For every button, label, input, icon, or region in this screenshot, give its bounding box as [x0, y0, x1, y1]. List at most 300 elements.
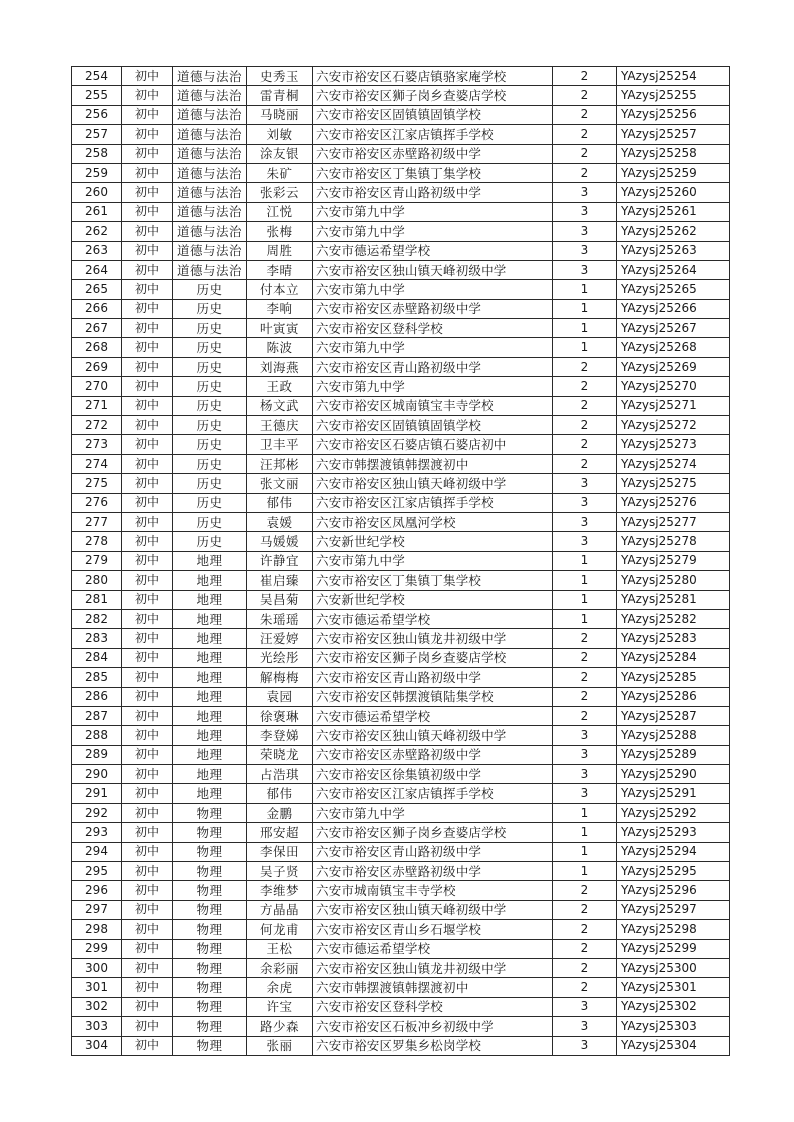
grade-level-cell: 初中: [122, 319, 173, 338]
subject-cell: 历史: [173, 454, 247, 473]
school-cell: 六安市裕安区赤壁路初级中学: [313, 862, 553, 881]
teacher-name-cell: 朱瑶瑶: [247, 609, 313, 628]
award-grade-cell: 1: [553, 280, 617, 299]
school-cell: 六安市裕安区江家店镇挥手学校: [313, 784, 553, 803]
grade-level-cell: 初中: [122, 609, 173, 628]
table-row: [72, 803, 730, 822]
grade-level-cell: 初中: [122, 551, 173, 570]
award-grade-cell: 3: [553, 726, 617, 745]
grade-level-cell: 初中: [122, 958, 173, 977]
table-row: [72, 939, 730, 958]
grade-level-cell: 初中: [122, 86, 173, 105]
subject-cell: 道德与法治: [173, 144, 247, 163]
certificate-code-cell: YAzysj25291: [617, 784, 730, 803]
grade-level-cell: 初中: [122, 396, 173, 415]
award-grade-cell: 3: [553, 260, 617, 279]
subject-cell: 地理: [173, 668, 247, 687]
table-row: [72, 396, 730, 415]
teacher-name-cell: 吴昌菊: [247, 590, 313, 609]
row-number: 282: [72, 609, 122, 628]
row-number: 267: [72, 319, 122, 338]
subject-cell: 历史: [173, 435, 247, 454]
row-number: 258: [72, 144, 122, 163]
teacher-name-cell: 李登娣: [247, 726, 313, 745]
teacher-name-cell: 徐褒琳: [247, 706, 313, 725]
award-grade-cell: 3: [553, 202, 617, 221]
row-number: 301: [72, 978, 122, 997]
row-number: 283: [72, 629, 122, 648]
row-number: 257: [72, 125, 122, 144]
teacher-name-cell: 张彩云: [247, 183, 313, 202]
grade-level-cell: 初中: [122, 260, 173, 279]
award-grade-cell: 2: [553, 920, 617, 939]
teacher-name-cell: 张文丽: [247, 474, 313, 493]
row-number: 287: [72, 706, 122, 725]
row-number: 280: [72, 571, 122, 590]
teacher-name-cell: 王政: [247, 377, 313, 396]
table-row: [72, 648, 730, 667]
subject-cell: 地理: [173, 590, 247, 609]
table-row: [72, 765, 730, 784]
subject-cell: 地理: [173, 551, 247, 570]
school-cell: 六安市韩摆渡镇韩摆渡初中: [313, 454, 553, 473]
certificate-code-cell: YAzysj25282: [617, 609, 730, 628]
grade-level-cell: 初中: [122, 881, 173, 900]
school-cell: 六安市裕安区石婆店镇石婆店初中: [313, 435, 553, 454]
teacher-name-cell: 马晓丽: [247, 105, 313, 124]
grade-level-cell: 初中: [122, 571, 173, 590]
teacher-name-cell: 雷青桐: [247, 86, 313, 105]
grade-level-cell: 初中: [122, 125, 173, 144]
school-cell: 六安新世纪学校: [313, 532, 553, 551]
teacher-name-cell: 郁伟: [247, 493, 313, 512]
school-cell: 六安市裕安区独山镇天峰初级中学: [313, 260, 553, 279]
award-grade-cell: 2: [553, 881, 617, 900]
certificate-code-cell: YAzysj25288: [617, 726, 730, 745]
row-number: 264: [72, 260, 122, 279]
award-grade-cell: 2: [553, 706, 617, 725]
row-number: 254: [72, 67, 122, 86]
certificate-code-cell: YAzysj25283: [617, 629, 730, 648]
award-grade-cell: 2: [553, 687, 617, 706]
certificate-code-cell: YAzysj25302: [617, 997, 730, 1016]
school-cell: 六安市裕安区罗集乡松岗学校: [313, 1036, 553, 1055]
grade-level-cell: 初中: [122, 1017, 173, 1036]
school-cell: 六安市裕安区丁集镇丁集学校: [313, 163, 553, 182]
grade-level-cell: 初中: [122, 920, 173, 939]
grade-level-cell: 初中: [122, 784, 173, 803]
school-cell: 六安市裕安区青山路初级中学: [313, 668, 553, 687]
subject-cell: 历史: [173, 280, 247, 299]
teacher-name-cell: 何龙甫: [247, 920, 313, 939]
school-cell: 六安新世纪学校: [313, 590, 553, 609]
row-number: 259: [72, 163, 122, 182]
certificate-code-cell: YAzysj25281: [617, 590, 730, 609]
subject-cell: 物理: [173, 939, 247, 958]
certificate-code-cell: YAzysj25278: [617, 532, 730, 551]
subject-cell: 地理: [173, 745, 247, 764]
subject-cell: 地理: [173, 765, 247, 784]
row-number: 294: [72, 842, 122, 861]
table-row: [72, 493, 730, 512]
school-cell: 六安市裕安区青山路初级中学: [313, 183, 553, 202]
certificate-code-cell: YAzysj25290: [617, 765, 730, 784]
subject-cell: 物理: [173, 881, 247, 900]
grade-level-cell: 初中: [122, 299, 173, 318]
teacher-name-cell: 光绘彤: [247, 648, 313, 667]
row-number: 266: [72, 299, 122, 318]
subject-cell: 地理: [173, 571, 247, 590]
award-grade-cell: 1: [553, 299, 617, 318]
school-cell: 六安市裕安区固镇镇固镇学校: [313, 105, 553, 124]
award-grade-cell: 2: [553, 86, 617, 105]
subject-cell: 历史: [173, 319, 247, 338]
school-cell: 六安市裕安区青山路初级中学: [313, 842, 553, 861]
school-cell: 六安市裕安区江家店镇挥手学校: [313, 125, 553, 144]
subject-cell: 道德与法治: [173, 163, 247, 182]
award-grade-cell: 2: [553, 435, 617, 454]
subject-cell: 物理: [173, 862, 247, 881]
row-number: 269: [72, 357, 122, 376]
teacher-name-cell: 余彩丽: [247, 958, 313, 977]
award-grade-cell: 3: [553, 532, 617, 551]
table-row: [72, 280, 730, 299]
school-cell: 六安市裕安区狮子岗乡查婆店学校: [313, 648, 553, 667]
grade-level-cell: 初中: [122, 416, 173, 435]
subject-cell: 历史: [173, 357, 247, 376]
subject-cell: 物理: [173, 842, 247, 861]
subject-cell: 地理: [173, 706, 247, 725]
subject-cell: 物理: [173, 958, 247, 977]
certificate-code-cell: YAzysj25271: [617, 396, 730, 415]
table-row: [72, 745, 730, 764]
subject-cell: 物理: [173, 823, 247, 842]
row-number: 273: [72, 435, 122, 454]
subject-cell: 道德与法治: [173, 86, 247, 105]
school-cell: 六安市德运希望学校: [313, 609, 553, 628]
table-row: [72, 183, 730, 202]
row-number: 274: [72, 454, 122, 473]
school-cell: 六安市裕安区丁集镇丁集学校: [313, 571, 553, 590]
certificate-code-cell: YAzysj25256: [617, 105, 730, 124]
school-cell: 六安市裕安区狮子岗乡查婆店学校: [313, 823, 553, 842]
grade-level-cell: 初中: [122, 823, 173, 842]
school-cell: 六安市裕安区独山镇龙井初级中学: [313, 958, 553, 977]
table-row: [72, 474, 730, 493]
row-number: 291: [72, 784, 122, 803]
table-body: [72, 67, 730, 1056]
grade-level-cell: 初中: [122, 687, 173, 706]
grade-level-cell: 初中: [122, 939, 173, 958]
grade-level-cell: 初中: [122, 706, 173, 725]
row-number: 304: [72, 1036, 122, 1055]
certificate-code-cell: YAzysj25304: [617, 1036, 730, 1055]
certificate-code-cell: YAzysj25264: [617, 260, 730, 279]
teacher-name-cell: 朱矿: [247, 163, 313, 182]
certificate-code-cell: YAzysj25257: [617, 125, 730, 144]
school-cell: 六安市德运希望学校: [313, 939, 553, 958]
subject-cell: 地理: [173, 687, 247, 706]
teacher-name-cell: 李保田: [247, 842, 313, 861]
row-number: 271: [72, 396, 122, 415]
school-cell: 六安市第九中学: [313, 202, 553, 221]
subject-cell: 物理: [173, 920, 247, 939]
teacher-name-cell: 付本立: [247, 280, 313, 299]
table-row: [72, 881, 730, 900]
award-grade-cell: 1: [553, 862, 617, 881]
table-row: [72, 222, 730, 241]
school-cell: 六安市裕安区石板冲乡初级中学: [313, 1017, 553, 1036]
certificate-code-cell: YAzysj25266: [617, 299, 730, 318]
teacher-name-cell: 方晶晶: [247, 900, 313, 919]
certificate-code-cell: YAzysj25286: [617, 687, 730, 706]
row-number: 292: [72, 803, 122, 822]
school-cell: 六安市第九中学: [313, 280, 553, 299]
school-cell: 六安市裕安区青山乡石堰学校: [313, 920, 553, 939]
certificate-code-cell: YAzysj25284: [617, 648, 730, 667]
row-number: 290: [72, 765, 122, 784]
certificate-code-cell: YAzysj25297: [617, 900, 730, 919]
teacher-name-cell: 王松: [247, 939, 313, 958]
school-cell: 六安市裕安区登科学校: [313, 997, 553, 1016]
row-number: 279: [72, 551, 122, 570]
grade-level-cell: 初中: [122, 338, 173, 357]
grade-level-cell: 初中: [122, 842, 173, 861]
certificate-code-cell: YAzysj25260: [617, 183, 730, 202]
grade-level-cell: 初中: [122, 435, 173, 454]
subject-cell: 历史: [173, 474, 247, 493]
certificate-code-cell: YAzysj25263: [617, 241, 730, 260]
award-grade-cell: 2: [553, 357, 617, 376]
teacher-name-cell: 袁园: [247, 687, 313, 706]
school-cell: 六安市第九中学: [313, 803, 553, 822]
subject-cell: 道德与法治: [173, 105, 247, 124]
row-number: 270: [72, 377, 122, 396]
table-row: [72, 435, 730, 454]
subject-cell: 历史: [173, 377, 247, 396]
grade-level-cell: 初中: [122, 280, 173, 299]
table-row: [72, 920, 730, 939]
award-grade-cell: 1: [553, 571, 617, 590]
subject-cell: 道德与法治: [173, 125, 247, 144]
award-grade-cell: 2: [553, 416, 617, 435]
row-number: 297: [72, 900, 122, 919]
teacher-name-cell: 王德庆: [247, 416, 313, 435]
row-number: 268: [72, 338, 122, 357]
award-grade-cell: 1: [553, 338, 617, 357]
certificate-code-cell: YAzysj25269: [617, 357, 730, 376]
grade-level-cell: 初中: [122, 67, 173, 86]
grade-level-cell: 初中: [122, 745, 173, 764]
table-row: [72, 629, 730, 648]
teacher-name-cell: 杨文武: [247, 396, 313, 415]
row-number: 284: [72, 648, 122, 667]
certificate-code-cell: YAzysj25300: [617, 958, 730, 977]
teacher-name-cell: 李晴: [247, 260, 313, 279]
teacher-name-cell: 解梅梅: [247, 668, 313, 687]
row-number: 295: [72, 862, 122, 881]
certificate-code-cell: YAzysj25273: [617, 435, 730, 454]
table-row: [72, 1036, 730, 1055]
grade-level-cell: 初中: [122, 183, 173, 202]
certificate-code-cell: YAzysj25303: [617, 1017, 730, 1036]
grade-level-cell: 初中: [122, 765, 173, 784]
certificate-code-cell: YAzysj25292: [617, 803, 730, 822]
subject-cell: 道德与法治: [173, 222, 247, 241]
subject-cell: 地理: [173, 648, 247, 667]
grade-level-cell: 初中: [122, 454, 173, 473]
subject-cell: 历史: [173, 532, 247, 551]
award-grade-cell: 2: [553, 978, 617, 997]
table-row: [72, 958, 730, 977]
award-grade-cell: 2: [553, 648, 617, 667]
teacher-name-cell: 陈波: [247, 338, 313, 357]
school-cell: 六安市裕安区石婆店镇骆家庵学校: [313, 67, 553, 86]
subject-cell: 历史: [173, 299, 247, 318]
school-cell: 六安市裕安区凤凰河学校: [313, 512, 553, 531]
subject-cell: 历史: [173, 396, 247, 415]
school-cell: 六安市德运希望学校: [313, 241, 553, 260]
grade-level-cell: 初中: [122, 377, 173, 396]
teacher-name-cell: 荣晓龙: [247, 745, 313, 764]
row-number: 260: [72, 183, 122, 202]
certificate-code-cell: YAzysj25261: [617, 202, 730, 221]
grade-level-cell: 初中: [122, 241, 173, 260]
table-row: [72, 319, 730, 338]
subject-cell: 物理: [173, 803, 247, 822]
subject-cell: 道德与法治: [173, 183, 247, 202]
certificate-code-cell: YAzysj25262: [617, 222, 730, 241]
row-number: 263: [72, 241, 122, 260]
certificate-code-cell: YAzysj25287: [617, 706, 730, 725]
grade-level-cell: 初中: [122, 1036, 173, 1055]
certificate-code-cell: YAzysj25265: [617, 280, 730, 299]
row-number: 256: [72, 105, 122, 124]
school-cell: 六安市裕安区江家店镇挥手学校: [313, 493, 553, 512]
grade-level-cell: 初中: [122, 803, 173, 822]
row-number: 277: [72, 512, 122, 531]
subject-cell: 历史: [173, 493, 247, 512]
row-number: 303: [72, 1017, 122, 1036]
subject-cell: 地理: [173, 726, 247, 745]
teacher-name-cell: 张梅: [247, 222, 313, 241]
subject-cell: 历史: [173, 416, 247, 435]
row-number: 261: [72, 202, 122, 221]
school-cell: 六安市裕安区徐集镇初级中学: [313, 765, 553, 784]
award-grade-cell: 2: [553, 900, 617, 919]
subject-cell: 物理: [173, 1036, 247, 1055]
award-grade-cell: 1: [553, 319, 617, 338]
award-grade-cell: 2: [553, 939, 617, 958]
award-grade-cell: 2: [553, 105, 617, 124]
grade-level-cell: 初中: [122, 512, 173, 531]
award-grade-cell: 2: [553, 668, 617, 687]
table-row: [72, 105, 730, 124]
certificate-code-cell: YAzysj25277: [617, 512, 730, 531]
teacher-name-cell: 崔启臻: [247, 571, 313, 590]
grade-level-cell: 初中: [122, 202, 173, 221]
teacher-name-cell: 卫丰平: [247, 435, 313, 454]
grade-level-cell: 初中: [122, 144, 173, 163]
row-number: 298: [72, 920, 122, 939]
teacher-name-cell: 张丽: [247, 1036, 313, 1055]
table-row: [72, 997, 730, 1016]
row-number: 288: [72, 726, 122, 745]
table-row: [72, 609, 730, 628]
school-cell: 六安市德运希望学校: [313, 706, 553, 725]
certificate-code-cell: YAzysj25254: [617, 67, 730, 86]
award-grade-cell: 3: [553, 474, 617, 493]
school-cell: 六安市裕安区赤壁路初级中学: [313, 745, 553, 764]
grade-level-cell: 初中: [122, 590, 173, 609]
certificate-code-cell: YAzysj25279: [617, 551, 730, 570]
award-grade-cell: 2: [553, 396, 617, 415]
table-row: [72, 532, 730, 551]
table-row: [72, 726, 730, 745]
certificate-code-cell: YAzysj25301: [617, 978, 730, 997]
award-grade-cell: 1: [553, 551, 617, 570]
award-grade-cell: 2: [553, 629, 617, 648]
table-row: [72, 416, 730, 435]
table-row: [72, 668, 730, 687]
award-grade-cell: 1: [553, 823, 617, 842]
row-number: 289: [72, 745, 122, 764]
school-cell: 六安市裕安区固镇镇固镇学校: [313, 416, 553, 435]
subject-cell: 道德与法治: [173, 260, 247, 279]
teacher-name-cell: 李响: [247, 299, 313, 318]
table-row: [72, 823, 730, 842]
teacher-name-cell: 涂友银: [247, 144, 313, 163]
grade-level-cell: 初中: [122, 163, 173, 182]
award-grade-cell: 3: [553, 997, 617, 1016]
award-grade-cell: 3: [553, 745, 617, 764]
grade-level-cell: 初中: [122, 105, 173, 124]
teacher-name-cell: 余虎: [247, 978, 313, 997]
row-number: 300: [72, 958, 122, 977]
subject-cell: 道德与法治: [173, 202, 247, 221]
award-grade-cell: 3: [553, 183, 617, 202]
school-cell: 六安市裕安区独山镇天峰初级中学: [313, 474, 553, 493]
table-row: [72, 377, 730, 396]
table-row: [72, 784, 730, 803]
award-grade-cell: 3: [553, 493, 617, 512]
teacher-name-cell: 汪邦彬: [247, 454, 313, 473]
award-grade-cell: 3: [553, 512, 617, 531]
grade-level-cell: 初中: [122, 648, 173, 667]
table-row: [72, 551, 730, 570]
row-number: 276: [72, 493, 122, 512]
teacher-name-cell: 许静宜: [247, 551, 313, 570]
row-number: 278: [72, 532, 122, 551]
row-number: 275: [72, 474, 122, 493]
award-grade-cell: 1: [553, 842, 617, 861]
certificate-code-cell: YAzysj25258: [617, 144, 730, 163]
award-grade-cell: 3: [553, 765, 617, 784]
school-cell: 六安市第九中学: [313, 377, 553, 396]
award-grade-cell: 3: [553, 784, 617, 803]
school-cell: 六安市第九中学: [313, 551, 553, 570]
subject-cell: 地理: [173, 784, 247, 803]
row-number: 262: [72, 222, 122, 241]
grade-level-cell: 初中: [122, 357, 173, 376]
grade-level-cell: 初中: [122, 222, 173, 241]
award-grade-cell: 2: [553, 377, 617, 396]
table-row: [72, 862, 730, 881]
teacher-name-cell: 马媛媛: [247, 532, 313, 551]
subject-cell: 地理: [173, 629, 247, 648]
teacher-name-cell: 周胜: [247, 241, 313, 260]
certificate-code-cell: YAzysj25268: [617, 338, 730, 357]
